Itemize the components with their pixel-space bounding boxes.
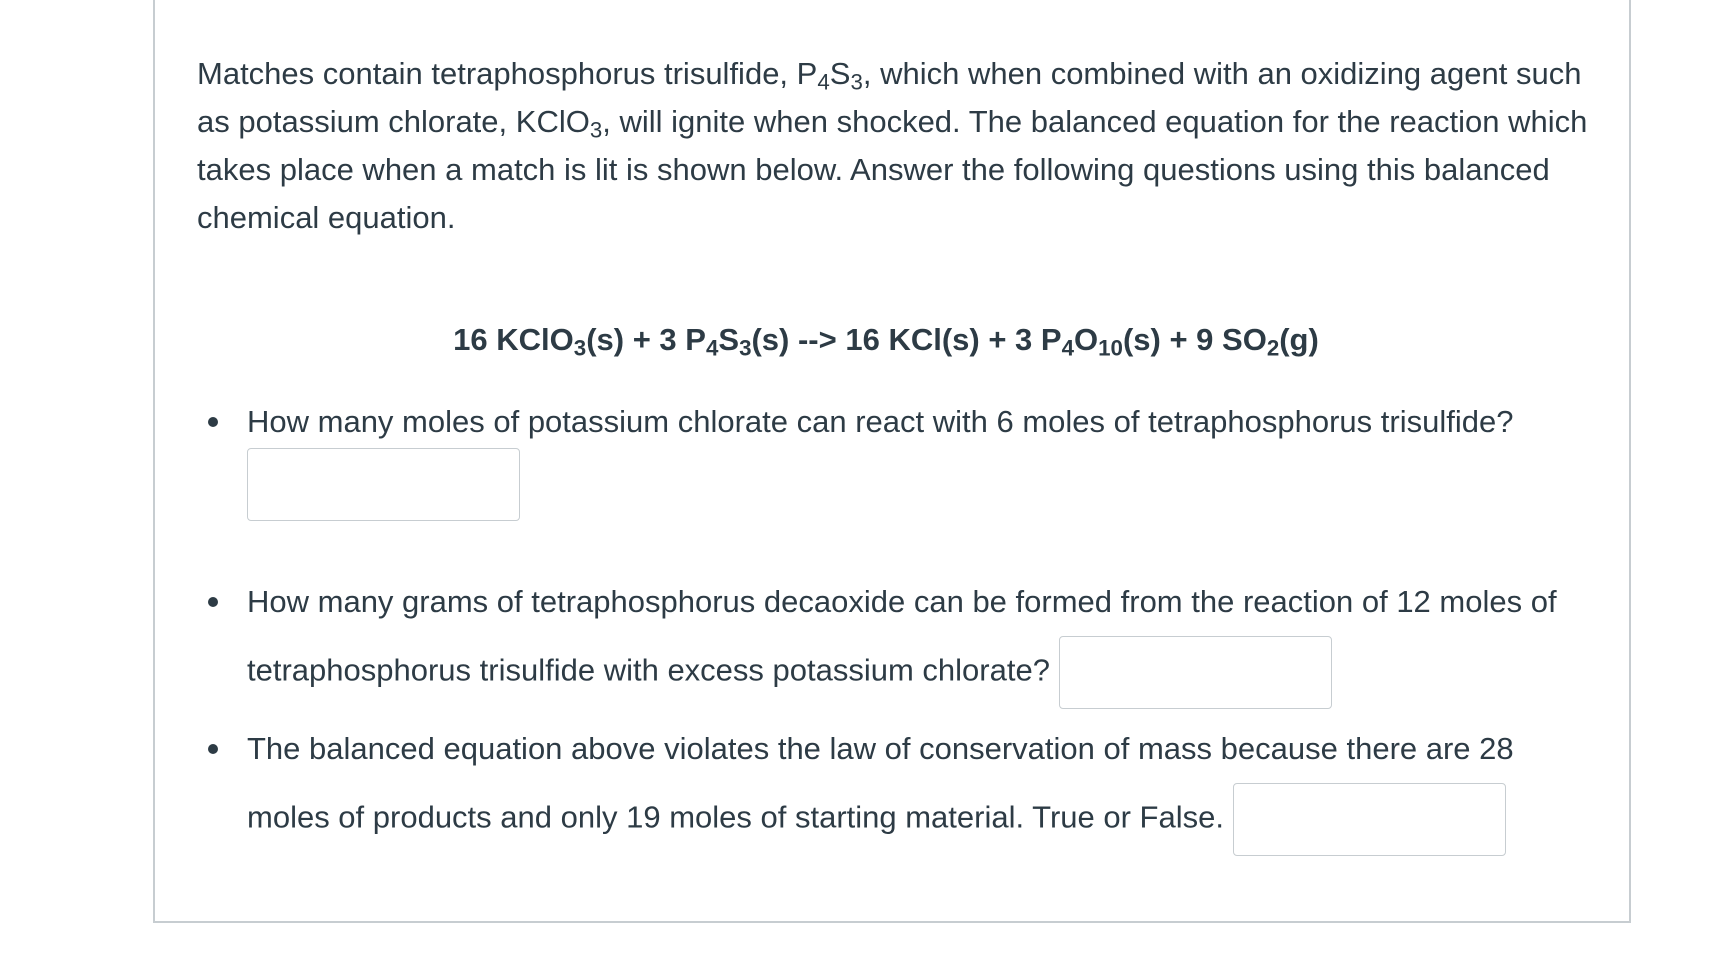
equation-term-7: (g): [1279, 322, 1319, 357]
balanced-equation: [155, 316, 1629, 364]
intro-subscript-1: 4: [817, 69, 830, 95]
equation-term-5: O: [1074, 322, 1099, 357]
question-item-3: [247, 715, 1587, 856]
question-card: [153, 0, 1631, 923]
equation-sub-5: 10: [1098, 335, 1123, 361]
intro-text-2: S: [829, 56, 851, 91]
intro-text-3: , which when combined with an oxidizing agent such as potassium chlorate, KClO: [197, 56, 1582, 139]
equation-sub-6: 2: [1266, 335, 1280, 361]
bullet-icon: [207, 715, 219, 783]
intro-subscript-3: 3: [589, 117, 603, 143]
answer-input-1[interactable]: [247, 448, 520, 521]
question-item-1: [247, 388, 1587, 534]
equation-term-6: (s) + 9 SO: [1122, 322, 1267, 357]
intro-subscript-2: 3: [850, 69, 863, 95]
equation-term-1: 16 KClO: [453, 322, 574, 357]
equation-sub-2: 4: [705, 335, 719, 361]
equation-term-2: (s) + 3 P: [586, 322, 706, 357]
bullet-icon: [207, 568, 219, 636]
bullet-icon: [207, 388, 219, 456]
question-text-2: How many grams of tetraphosphorus decaoxide can be formed from the reaction of 12 moles of tetraphosphorus trisulfide with excess potassium chlorate?: [247, 584, 1557, 688]
answer-input-3[interactable]: [1233, 783, 1506, 856]
equation-sub-4: 4: [1061, 335, 1074, 361]
question-text-1: How many moles of potassium chlorate can react with 6 moles of tetraphosphorus trisulfide?: [247, 404, 1514, 439]
answer-input-2[interactable]: [1059, 636, 1332, 709]
equation-term-3: S: [718, 322, 740, 357]
intro-text-1: Matches contain tetraphosphorus trisulfide, P: [197, 56, 818, 91]
question-item-2: [247, 568, 1587, 709]
answer-row-1: [247, 448, 1587, 534]
intro-text-4: , will ignite when shocked. The balanced equation for the reaction which takes place when a match is lit is shown below. Answer the following questions using this balanced chemical equation.: [197, 104, 1588, 235]
question-text-3: The balanced equation above violates the law of conservation of mass because there are 28 moles of products and only 19 moles of starting material. True or False.: [247, 731, 1514, 835]
equation-term-4: (s) --> 16 KCl(s) + 3 P: [751, 322, 1062, 357]
equation-sub-3: 3: [739, 335, 752, 361]
question-list: [247, 388, 1587, 856]
question-intro: [197, 50, 1597, 242]
equation-sub-1: 3: [573, 335, 587, 361]
